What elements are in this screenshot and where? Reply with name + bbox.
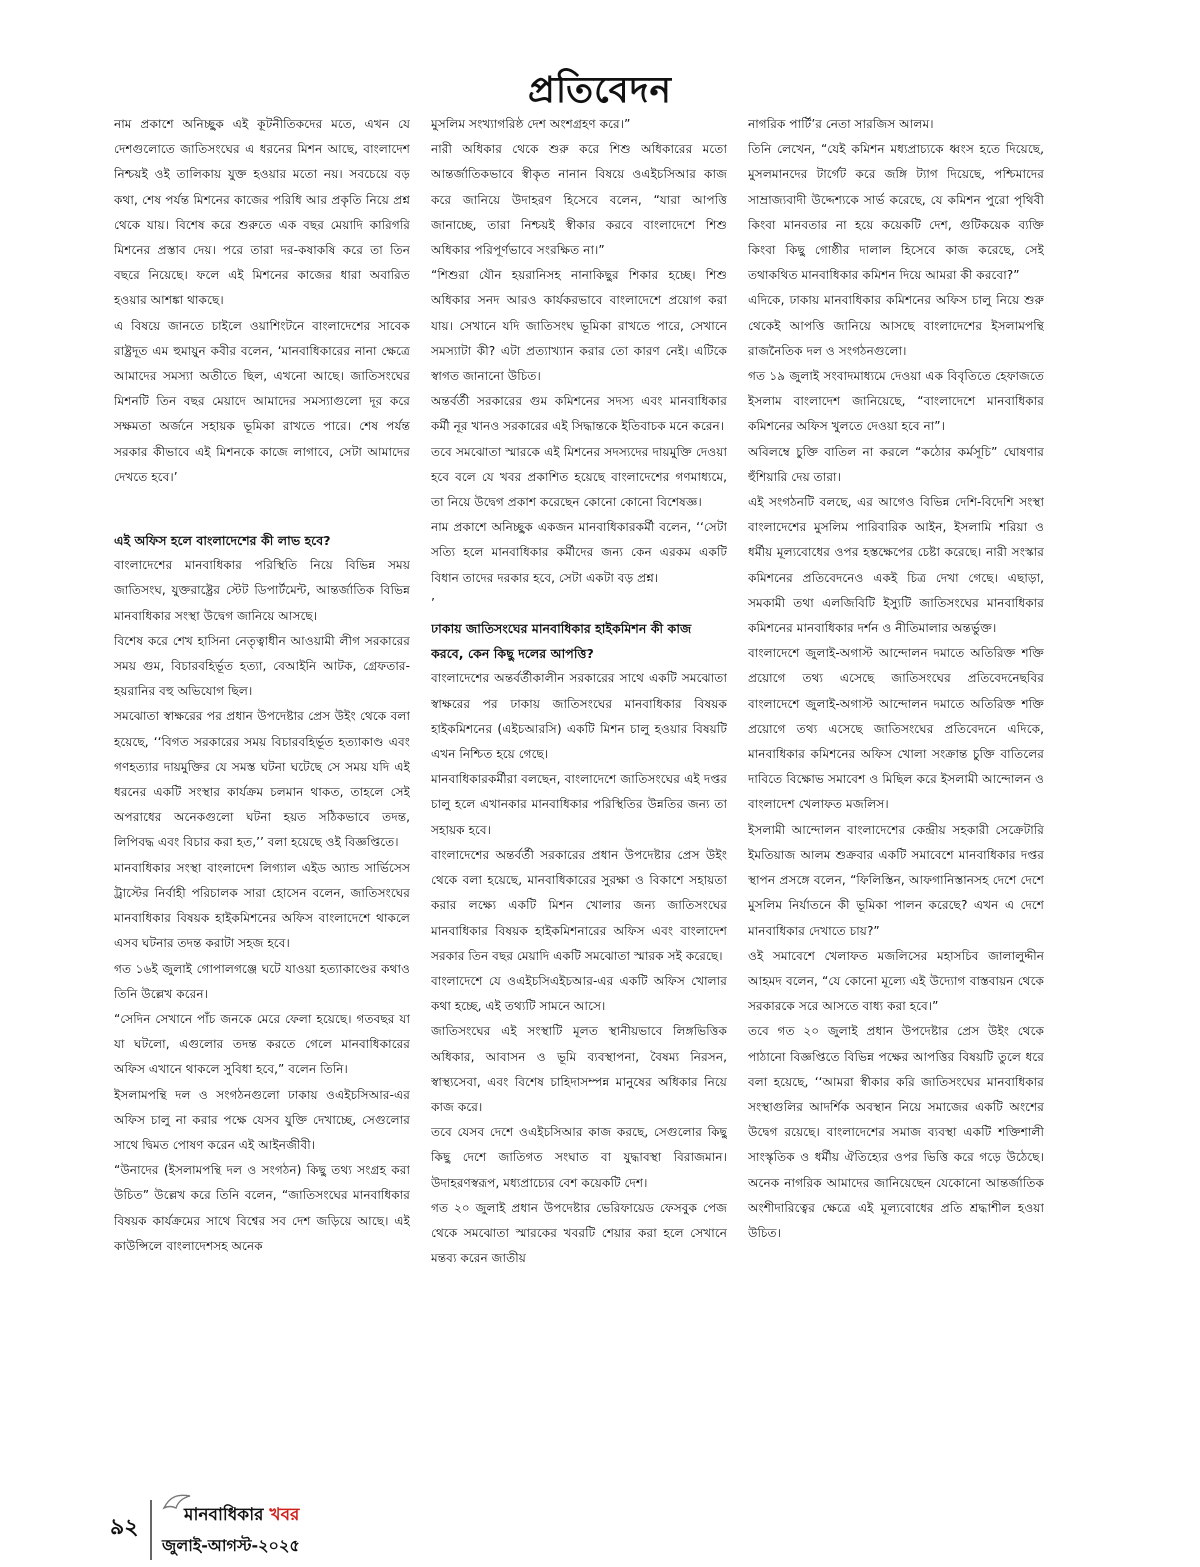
paragraph: তিনি লেখেন, “যেই কমিশন মধ্যপ্রাচ্যকে ধ্বংস হতে দিয়েছে, মুসলমানদের টার্গেট করে জঙ্গি ট্যাগ দিয়েছে, পশ্চিমাদের সাম্রাজ্যবাদী উদ্দেশ্যকে সার্ভ করেছে, যে কমিশন পুরো পৃথিবী কিংবা মানবতার না হয়ে কয়েকটি দেশ, গুটিকয়েক ব্যক্তি কিংবা কিছু গোষ্ঠীর দালাল হিসেবে কাজ করেছে, সেই তথাকথিত মানবাধিকার কমিশন দিয়ে আমরা কী করবো?” [748, 142, 1044, 283]
paragraph: মানবাধিকারকর্মীরা বলছেন, বাংলাদেশে জাতিসংঘের এই দপ্তর চালু হলে এখানকার মানবাধিকার পরিস্থিতির উন্নতির জন্য তা সহায়ক হবে। [431, 772, 727, 837]
issue-date: জুলাই-আগস্ট-২০২৫ [162, 1536, 300, 1555]
paragraph: বাংলাদেশের অন্তর্বর্তী সরকারের প্রধান উপদেষ্টার প্রেস উইং থেকে বলা হয়েছে, মানবাধিকারের সুরক্ষা ও বিকাশে সহায়তা করার লক্ষ্যে একটি মিশন খোলার জন্য জাতিসংঘের মানবাধিকার বিষয়ক হাইকমিশনারের অফিস এবং বাংলাদেশ সরকার তিন বছর মেয়াদি একটি সমঝোতা স্মারক সই করেছে। [431, 847, 727, 963]
paragraph: ইসলামপন্থি দল ও সংগঠনগুলো ঢাকায় ওএইচসিআর-এর অফিস চালু না করার পক্ষে যেসব যুক্তি দেখাচ্ছে, সেগুলোর সাথে দ্বিমত পোষণ করেন এই আইনজীবী। [114, 1087, 410, 1152]
paragraph: নাম প্রকাশে অনিচ্ছুক এই কূটনীতিকদের মতে, এখন যে দেশগুলোতে জাতিসংঘের এ ধরনের মিশন আছে, বাংলাদেশ নিশ্চয়ই ওই তালিকায় যুক্ত হওয়ার মতো নয়। সবচেয়ে বড় কথা, শেষ পর্যন্ত মিশনের কাজের পরিধি আর প্রকৃতি নিয়ে প্রশ্ন থেকে যায়। বিশেষ করে শুরুতে এক বছর মেয়াদি কারিগরি মিশনের প্রস্তাব দেয়। পরে তারা দর-কষাকষি করে তা তিন বছরে নিয়েছে। ফলে এই মিশনের কাজের ধারা অবারিত হওয়ার আশঙ্কা থাকছে। [114, 117, 410, 308]
article-column-1 [114, 112, 410, 1482]
paragraph: নারী অধিকার থেকে শুরু করে শিশু অধিকারের মতো আন্তর্জাতিকভাবে স্বীকৃত নানান বিষয়ে ওএইচসিআর কাজ করে জানিয়ে উদাহরণ হিসেবে বলেন, “যারা আপত্তি জানাচ্ছে, তারা নিশ্চয়ই স্বীকার করবে বাংলাদেশে শিশু অধিকার পরিপূর্ণভাবে সংরক্ষিত না।” [431, 142, 727, 258]
paragraph: তবে গত ২০ জুলাই প্রধান উপদেষ্টার প্রেস উইং থেকে পাঠানো বিজ্ঞপ্তিতে বিভিন্ন পক্ষের আপত্তির বিষয়টি তুলে ধরে বলা হয়েছে, ‘‘আমরা স্বীকার করি জাতিসংঘের মানবাধিকার সংস্থাগুলির আদর্শিক অবস্থান নিয়ে সমাজের একটি অংশের উদ্বেগ রয়েছে। বাংলাদেশের সমাজ ব্যবস্থা একটি শক্তিশালী সাংস্কৃতিক ও ধর্মীয় ঐতিহ্যের ওপর ভিত্তি করে গড়ে উঠেছে। অনেক নাগরিক আমাদের জানিয়েছেন যেকোনো আন্তর্জাতিক অংশীদারিত্বের ক্ষেত্রে এই মূল্যবোধের প্রতি শ্রদ্ধাশীল হওয়া উচিত। [748, 1024, 1044, 1240]
paragraph: তবে সমঝোতা স্মারকে এই মিশনের সদস্যদের দায়মুক্তি দেওয়া হবে বলে যে খবর প্রকাশিত হয়েছে বাংলাদেশের গণমাধ্যমে, তা নিয়ে উদ্বেগ প্রকাশ করেছেন কোনো কোনো বিশেষজ্ঞ। [431, 444, 727, 510]
paragraph: এ বিষয়ে জানতে চাইলে ওয়াশিংটনে বাংলাদেশের সাবেক রাষ্ট্রদূত এম হুমায়ুন কবীর বলেন, ‘মানবাধিকারের নানা ক্ষেত্রে আমাদের সমস্যা অতীতে ছিল, এখনো আছে। জাতিসংঘের মিশনটি তিন বছর মেয়াদে আমাদের সমস্যাগুলো দূর করে সক্ষমতা অর্জনে সহায়ক ভূমিকা রাখতে পারে। শেষ পর্যন্ত সরকার কীভাবে এই মিশনকে কাজে লাগাবে, সেটা আমাদের দেখতে হবে।’ [114, 318, 410, 484]
paragraph-spacer [114, 490, 410, 528]
paragraph: তবে যেসব দেশে ওএইচসিআর কাজ করছে, সেগুলোর কিছু কিছু দেশে জাতিগত সংঘাত বা যুদ্ধাবস্থা বিরাজমান। উদাহরণস্বরূপ, মধ্যপ্রাচ্যের বেশ কয়েকটি দেশ। [431, 1125, 727, 1190]
section-title: প্রতিবেদন [527, 69, 673, 111]
paragraph: ওই সমাবেশে খেলাফত মজলিসের মহাসচিব জালালুদ্দীন আহমদ বলেন, “যে কোনো মূল্যে এই উদ্যোগ বাস্তবায়ন থেকে সরকারকে সরে আসতে বাধ্য করা হবে।” [748, 948, 1044, 1014]
subheading: ঢাকায় জাতিসংঘের মানবাধিকার হাইকমিশন কী কাজ করবে, কেন কিছু দলের আপত্তি? [431, 621, 692, 662]
paragraph: গত ১৬ই জুলাই গোপালগঞ্জে ঘটে যাওয়া হত্যাকাণ্ডের কথাও তিনি উল্লেখ করেন। [114, 961, 410, 1001]
article-column-3 [748, 112, 1044, 1482]
paragraph: এদিকে, ঢাকায় মানবাধিকার কমিশনের অফিস চালু নিয়ে শুরু থেকেই আপত্তি জানিয়ে আসছে বাংলাদেশের ইসলামপন্থি রাজনৈতিক দল ও সংগঠনগুলো। [748, 293, 1044, 358]
magazine-name-main: মানবাধিকার [184, 1505, 264, 1525]
paragraph: মানবাধিকার সংস্থা বাংলাদেশ লিগ্যাল এইড অ্যান্ড সার্ভিসেস ট্রাস্টের নির্বাহী পরিচালক সারা হোসেন বলেন, জাতিসংঘের মানবাধিকার বিষয়ক হাইকমিশনের অফিস বাংলাদেশে থাকলে এসব ঘটনার তদন্ত করাটা সহজ হবে। [114, 860, 410, 951]
paragraph: মুসলিম সংখ্যাগরিষ্ঠ দেশ অংশগ্রহণ করে।” [431, 117, 631, 131]
paragraph: “শিশুরা যৌন হয়রানিসহ নানাকিছুর শিকার হচ্ছে। শিশু অধিকার সনদ আরও কার্যকরভাবে বাংলাদেশে প্রয়োগ করা যায়। সেখানে যদি জাতিসংঘ ভূমিকা রাখতে পারে, সেখানে সমস্যাটা কী? এটা প্রত্যাখ্যান করার তো কারণ নেই। এটিকে স্বাগত জানানো উচিত। [431, 268, 727, 384]
paragraph: “সেদিন সেখানে পাঁচ জনকে মেরে ফেলা হয়েছে। গতবছর যা যা ঘটলো, এগুলোর তদন্ত করতে গেলে মানবাধিকারের অফিস এখানে থাকলে সুবিধা হবে,” বলেন তিনি। [114, 1011, 410, 1077]
paragraph: নাম প্রকাশে অনিচ্ছুক একজন মানবাধিকারকর্মী বলেন, ‘‘সেটা সত্যি হলে মানবাধিকার কর্মীদের জন্য কেন এরকম একটি বিধান তাদের দরকার হবে, সেটা একটা বড় প্রশ্ন। [431, 520, 727, 585]
paragraph: জাতিসংঘের এই সংস্থাটি মূলত স্থানীয়ভাবে লিঙ্গভিত্তিক অধিকার, আবাসন ও ভূমি ব্যবস্থাপনা, বৈষম্য নিরসন, স্বাস্থ্যসেবা, এবং বিশেষ চাহিদাসম্পন্ন মানুষের অধিকার নিয়ে কাজ করে। [431, 1024, 727, 1114]
paragraph: অন্তর্বর্তী সরকারের গুম কমিশনের সদস্য এবং মানবাধিকার কর্মী নূর খানও সরকারের এই সিদ্ধান্তকে ইতিবাচক মনে করেন। [431, 394, 727, 434]
page-number: ৯২ [110, 1514, 139, 1540]
paragraph: বাংলাদেশে জুলাই-অগাস্ট আন্দোলন দমাতে অতিরিক্ত শক্তি প্রয়োগে তথ্য এসেছে জাতিসংঘের প্রতিবেদনেছবির বাংলাদেশে জুলাই-অগাস্ট আন্দোলন দমাতে অতিরিক্ত শক্তি প্রয়োগে তথ্য এসেছে জাতিসংঘের প্রতিবেদনে এদিকে, মানবাধিকার কমিশনের অফিস খোলা সংক্রান্ত চুক্তি বাতিলের দাবিতে বিক্ষোভ সমাবেশ ও মিছিল করে ইসলামী আন্দোলন ও বাংলাদেশ খেলাফত মজলিস। [748, 646, 1044, 812]
paragraph: অবিলম্বে চুক্তি বাতিল না করলে “কঠোর কর্মসূচি” ঘোষণার হুঁশিয়ারি দেয় তারা। [748, 444, 1044, 484]
magazine-name [184, 1502, 299, 1530]
paragraph: এই সংগঠনটি বলছে, এর আগেও বিভিন্ন দেশি-বিদেশি সংস্থা বাংলাদেশের মুসলিম পারিবারিক আইন, ইসলামি শরিয়া ও ধর্মীয় মূল্যবোধের ওপর হস্তক্ষেপের চেষ্টা করেছে। নারী সংস্কার কমিশনের প্রতিবেদনেও একই চিত্র দেখা গেছে। এছাড়া, সমকামী তথা এলজিবিটি ইস্যুটি জাতিসংঘের মানবাধিকার কমিশনের মানবাধিকার দর্শন ও নীতিমালার অন্তর্ভুক্ত। [748, 495, 1044, 636]
magazine-name-accent: খবর [269, 1505, 300, 1525]
paragraph: ইসলামী আন্দোলন বাংলাদেশের কেন্দ্রীয় সহকারী সেক্রেটারি ইমতিয়াজ আলম শুক্রবার একটি সমাবেশে মানবাধিকার দপ্তর স্থাপন প্রসঙ্গে বলেন, “ফিলিস্তিন, আফগানিস্তানসহ দেশে দেশে মুসলিম নির্যাতনে কী ভূমিকা পালন করেছে? এখন এ দেশে মানবাধিকার দেখাতে চায়?” [748, 822, 1044, 938]
article-column-2 [431, 112, 727, 1482]
paragraph: বাংলাদেশের অন্তর্বর্তীকালীন সরকারের সাথে একটি সমঝোতা স্বাক্ষরের পর ঢাকায় জাতিসংঘের মানবাধিকার বিষয়ক হাইকমিশনের (এইচআরসি) একটি মিশন চালু হওয়ার বিষয়টি এখন নিশ্চিত হয়ে গেছে। [431, 671, 727, 762]
paragraph: বাংলাদেশের মানবাধিকার পরিস্থিতি নিয়ে বিভিন্ন সময় জাতিসংঘ, যুক্তরাষ্ট্রের স্টেট ডিপার্টমেন্ট, আন্তর্জাতিক বিভিন্ন মানবাধিকার সংস্থা উদ্বেগ জানিয়ে আসছে। [114, 558, 410, 623]
subheading: এই অফিস হলে বাংলাদেশের কী লাভ হবে? [114, 533, 331, 549]
paragraph: নাগরিক পার্টি’র নেতা সারজিস আলম। [748, 117, 934, 131]
paragraph: “উনাদের (ইসলামপন্থি দল ও সংগঠন) কিছু তথ্য সংগ্রহ করা উচিত” উল্লেখ করে তিনি বলেন, “জাতিসংঘের মানবাধিকার বিষয়ক কার্যক্রমের সাথে বিশ্বের সব দেশ জড়িয়ে আছে। এই কাউন্সিলে বাংলাদেশসহ অনেক [114, 1163, 410, 1253]
article-columns [114, 112, 1044, 1482]
paragraph: সমঝোতা স্বাক্ষরের পর প্রধান উপদেষ্টার প্রেস উইং থেকে বলা হয়েছে, ‘‘বিগত সরকারের সময় বিচারবহির্ভূত হত্যাকাণ্ড এবং গণহত্যার দায়মুক্তির যে সমস্ত ঘটনা ঘটেছে সে সময় যদি এই ধরনের একটি সংস্থার কার্যক্রম চলমান থাকত, তাহলে সেই অপরাধের অনেকগুলো ঘটনা হয়ত সঠিকভাবে তদন্ত, লিপিবদ্ধ এবং বিচার করা হত,’’ বলা হয়েছে ওই বিজ্ঞপ্তিতে। [114, 709, 410, 850]
paragraph: বাংলাদেশে যে ওএইচসিএইচআর-এর একটি অফিস খোলার কথা হচ্ছে, এই তথ্যটি সামনে আসে। [431, 973, 727, 1014]
footer-divider [150, 1500, 152, 1560]
magazine-logo [162, 1500, 402, 1530]
paragraph: গত ২০ জুলাই প্রধান উপদেষ্টার ভেরিফায়েড ফেসবুক পেজ থেকে সমঝোতা স্মারকের খবরটি শেয়ার করা হলে সেখানে মন্তব্য করেন জাতীয় [431, 1200, 727, 1266]
paragraph: ’ [431, 595, 435, 610]
paragraph: গত ১৯ জুলাই সংবাদমাধ্যমে দেওয়া এক বিবৃতিতে হেফাজতে ইসলাম বাংলাদেশ জানিয়েছে, “বাংলাদেশে মানবাধিকার কমিশনের অফিস খুলতে দেওয়া হবে না”। [748, 369, 1044, 434]
paragraph: বিশেষ করে শেখ হাসিনা নেতৃত্বাধীন আওয়ামী লীগ সরকারের সময় গুম, বিচারবহির্ভূত হত্যা, বেআইনি আটক, গ্রেফতার-হয়রানির বহু অভিযোগ ছিল। [114, 633, 410, 699]
